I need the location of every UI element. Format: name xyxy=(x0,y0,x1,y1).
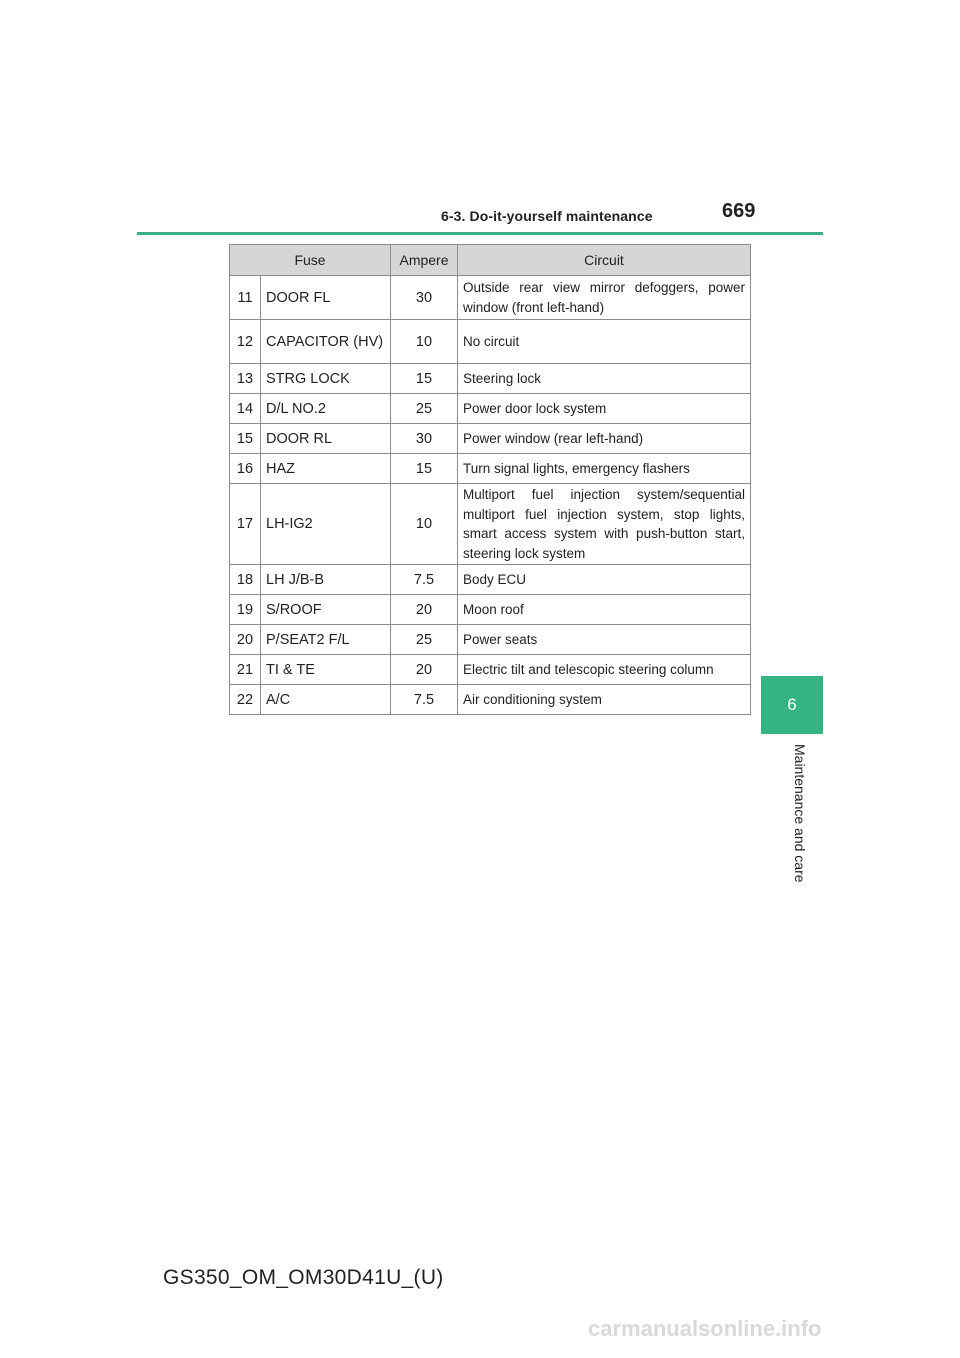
table-header-row xyxy=(230,245,751,276)
watermark[interactable]: carmanualsonline.info xyxy=(588,1316,822,1341)
table-row xyxy=(230,595,751,625)
table-row xyxy=(230,394,751,424)
header-divider xyxy=(137,232,823,235)
fuse-name: A/C xyxy=(261,685,391,715)
fuse-number: 17 xyxy=(230,484,261,565)
fuse-circuit: Power seats xyxy=(458,625,751,655)
fuse-table xyxy=(229,244,751,715)
fuse-circuit: Air conditioning system xyxy=(458,685,751,715)
table-row xyxy=(230,565,751,595)
fuse-ampere: 15 xyxy=(391,364,458,394)
fuse-ampere: 10 xyxy=(391,484,458,565)
fuse-number: 16 xyxy=(230,454,261,484)
column-header-circuit: Circuit xyxy=(458,245,751,276)
fuse-name: HAZ xyxy=(261,454,391,484)
fuse-circuit: Multiport fuel injection system/sequential multiport fuel injection system, stop lights, smart access system with push-button start, steering lock system xyxy=(458,484,751,565)
column-header-fuse: Fuse xyxy=(230,245,391,276)
column-header-ampere: Ampere xyxy=(391,245,458,276)
chapter-number: 6 xyxy=(787,695,797,714)
chapter-label: Maintenance and care xyxy=(792,744,808,883)
fuse-ampere: 10 xyxy=(391,320,458,364)
fuse-number: 21 xyxy=(230,655,261,685)
table-row xyxy=(230,454,751,484)
fuse-name: DOOR FL xyxy=(261,276,391,320)
fuse-circuit: Electric tilt and telescopic steering column xyxy=(458,655,751,685)
table-row xyxy=(230,276,751,320)
fuse-number: 11 xyxy=(230,276,261,320)
table-row xyxy=(230,484,751,565)
fuse-circuit: Turn signal lights, emergency flashers xyxy=(458,454,751,484)
fuse-ampere: 7.5 xyxy=(391,565,458,595)
fuse-name: LH-IG2 xyxy=(261,484,391,565)
fuse-ampere: 30 xyxy=(391,276,458,320)
document-code: GS350_OM_OM30D41U_(U) xyxy=(163,1266,444,1289)
fuse-number: 15 xyxy=(230,424,261,454)
fuse-number: 13 xyxy=(230,364,261,394)
table-row xyxy=(230,655,751,685)
fuse-circuit: Outside rear view mirror defoggers, power window (front left-hand) xyxy=(458,276,751,320)
fuse-circuit: Moon roof xyxy=(458,595,751,625)
fuse-circuit: Power door lock system xyxy=(458,394,751,424)
fuse-name: S/ROOF xyxy=(261,595,391,625)
fuse-number: 19 xyxy=(230,595,261,625)
fuse-circuit: Power window (rear left-hand) xyxy=(458,424,751,454)
page-number: 669 xyxy=(722,200,756,222)
fuse-circuit: No circuit xyxy=(458,320,751,364)
fuse-ampere: 7.5 xyxy=(391,685,458,715)
fuse-name: P/SEAT2 F/L xyxy=(261,625,391,655)
fuse-number: 18 xyxy=(230,565,261,595)
fuse-number: 20 xyxy=(230,625,261,655)
table-row xyxy=(230,364,751,394)
fuse-ampere: 20 xyxy=(391,595,458,625)
fuse-circuit: Body ECU xyxy=(458,565,751,595)
fuse-name: D/L NO.2 xyxy=(261,394,391,424)
section-title: 6-3. Do-it-yourself maintenance xyxy=(441,208,653,224)
chapter-tab[interactable] xyxy=(761,676,823,734)
fuse-name: CAPACITOR (HV) xyxy=(261,320,391,364)
table-row xyxy=(230,424,751,454)
fuse-name: LH J/B-B xyxy=(261,565,391,595)
fuse-number: 12 xyxy=(230,320,261,364)
fuse-ampere: 15 xyxy=(391,454,458,484)
fuse-number: 22 xyxy=(230,685,261,715)
table-row xyxy=(230,320,751,364)
fuse-ampere: 30 xyxy=(391,424,458,454)
table-row xyxy=(230,685,751,715)
fuse-name: DOOR RL xyxy=(261,424,391,454)
fuse-ampere: 25 xyxy=(391,394,458,424)
fuse-ampere: 25 xyxy=(391,625,458,655)
fuse-circuit: Steering lock xyxy=(458,364,751,394)
fuse-ampere: 20 xyxy=(391,655,458,685)
fuse-name: TI & TE xyxy=(261,655,391,685)
table-row xyxy=(230,625,751,655)
fuse-number: 14 xyxy=(230,394,261,424)
fuse-name: STRG LOCK xyxy=(261,364,391,394)
